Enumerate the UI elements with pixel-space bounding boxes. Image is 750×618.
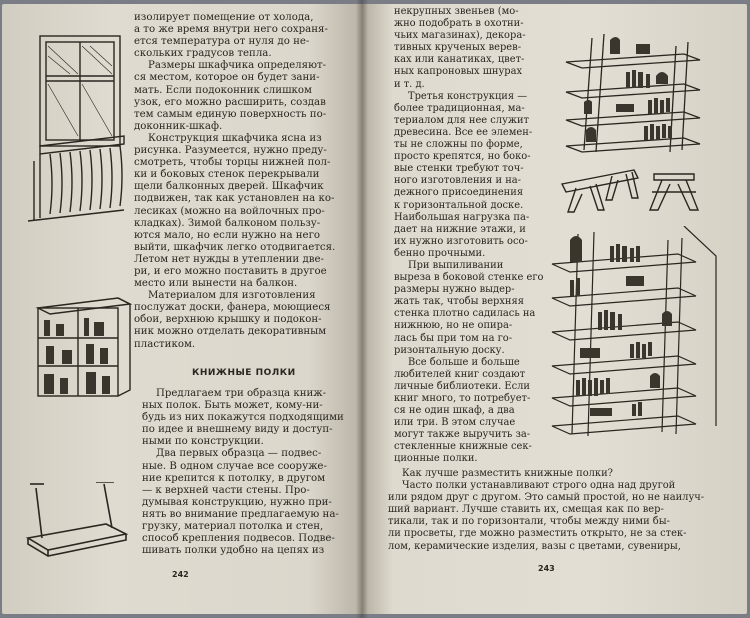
text-line: пластиком. — [134, 338, 196, 350]
text-line: ли просветы, где можно разместить открыто, не за стек- — [388, 528, 687, 540]
text-line: Размеры шкафчика определяют- — [148, 60, 327, 72]
text-line: тивных крученых верев- — [394, 42, 522, 54]
text-line: подвижен, так как установлен на ко- — [134, 193, 335, 205]
text-line: ных капроновых шнурах — [394, 66, 523, 78]
text-line: ные. В одном случае все сооруже- — [142, 460, 327, 472]
text-line: Предлагаем три образца книж- — [156, 388, 327, 399]
text-line: шивать полки удобно на цепях из — [142, 545, 325, 557]
text-line: ного изготовления и на- — [394, 175, 522, 187]
text-line: лом, керамические изделия, вазы с цветами, сувениры, — [388, 540, 681, 552]
text-line: любителей книг создают — [394, 368, 526, 380]
text-line: ты не сложны по форме, — [394, 139, 523, 151]
text-line: изолирует помещение от холода, — [134, 12, 314, 23]
text-line: послужат доски, фанера, моющиеся — [134, 302, 331, 314]
text-line: ционные полки. — [394, 453, 478, 465]
text-line: ся местом, которое он будет зани- — [134, 72, 320, 84]
text-line: выреза в боковой стенке его — [394, 272, 544, 284]
hanging-shelf-illustration — [24, 482, 134, 566]
text-line: ризонтальную доску. — [394, 344, 505, 356]
left-top-column — [134, 12, 339, 351]
text-line: ник можно отделать декоративным — [134, 326, 327, 338]
text-line: лесиках (можно на войлочных про- — [134, 205, 325, 217]
text-line: Часто полки устанавливают строго одна над другой — [402, 480, 676, 492]
text-line: думывая конструкцию, нужно при- — [142, 496, 332, 508]
text-line: способ крепления подвесов. Подве- — [142, 533, 335, 545]
text-line: Третья конструкция — — [408, 90, 528, 102]
text-line: Наибольшая нагрузка па- — [394, 211, 530, 223]
text-line: ках или канатиках, цвет- — [394, 54, 525, 66]
text-line: щели балконных дверей. Шкафчик — [134, 181, 324, 193]
text-line: рисунка. Разумеется, нужно преду- — [134, 145, 327, 157]
hanging-shelves-illustration — [564, 32, 704, 158]
text-line: жать так, чтобы верхняя — [394, 296, 524, 308]
text-line: чьих магазинах), декора- — [394, 30, 526, 42]
text-line: Материалом для изготовления — [148, 290, 316, 302]
text-line: дает на нижние этажи, и — [394, 223, 526, 235]
section-heading: КНИЖНЫЕ ПОЛКИ — [192, 368, 296, 378]
text-line: узок, его можно расширить, создав — [134, 96, 326, 108]
text-line: ки и боковых стенок перекрывали — [134, 169, 320, 181]
text-line: личные библиотеки. Если — [394, 380, 531, 392]
text-line: При выпиливании — [408, 259, 504, 271]
right-top-column — [394, 6, 572, 466]
text-line: дежного присоединения — [394, 187, 524, 199]
text-line: Два первых образца — подвес- — [156, 448, 322, 460]
text-line: кладках). Зимой балконом пользу- — [134, 217, 321, 229]
text-line: Как лучше разместить книжные полки? — [402, 468, 613, 479]
text-line: по идее и внешнему виду и доступ- — [142, 424, 333, 436]
text-line: их нужно изготовить осо- — [394, 235, 528, 247]
right-bottom-column — [388, 468, 733, 553]
text-line: тикали, так и по горизонтали, чтобы между ними бы- — [388, 516, 670, 528]
page-number: 242 — [172, 570, 189, 579]
text-line: вые стенки требуют точ- — [394, 163, 524, 175]
text-line: нижнюю, но не опира- — [394, 320, 513, 332]
balcony-window-cabinet-illustration — [20, 26, 130, 226]
text-line: ся не один шкаф, а два — [394, 405, 515, 417]
book-gutter — [356, 0, 368, 618]
text-line: Все больше и больше — [408, 356, 520, 368]
text-line: смотреть, чтобы торцы нижней пол- — [134, 157, 331, 169]
text-line: жно подобрать в охотни- — [394, 18, 524, 30]
text-line: — к верхней части стены. Про- — [142, 484, 310, 496]
text-line: а то же время внутри него сохраня- — [134, 24, 328, 36]
text-line: тем самым единую поверхность по- — [134, 108, 327, 120]
text-line: ние крепится к потолку, в другом — [142, 472, 326, 484]
text-line: обои, верхнюю крышку и подокон- — [134, 314, 322, 326]
tall-hanging-bookshelf-illustration — [550, 226, 718, 440]
text-line: лась бы при том на го- — [394, 332, 513, 344]
text-line: ри, и его можно поставить в другое — [134, 265, 327, 277]
glass-bookcase-illustration — [32, 294, 134, 402]
text-line: стенка плотно садилась на — [394, 308, 536, 320]
text-line: бенно прочными. — [394, 247, 486, 259]
text-line: просто крепятся, но боко- — [394, 151, 531, 163]
text-line: будь из них покажутся подходящими — [142, 412, 344, 424]
text-line: ных полок. Быть может, кому-ни- — [142, 400, 323, 412]
text-line: Летом нет нужды в утеплении две- — [134, 253, 324, 265]
text-line: размеры нужно выдер- — [394, 284, 515, 296]
right-page — [362, 4, 747, 614]
left-bottom-column — [142, 388, 347, 557]
text-line: или три. В этом случае — [394, 417, 516, 429]
text-line: доконник-шкаф. — [134, 120, 223, 132]
text-line: к горизонтальной доске. — [394, 199, 524, 211]
text-line: скольких градусов тепла. — [134, 48, 272, 60]
text-line: книг много, то потребует- — [394, 393, 531, 404]
text-line: древесина. Все ее элемен- — [394, 126, 533, 138]
text-line: Конструкция шкафчика ясна из — [148, 132, 322, 144]
text-line: нять во внимание предлагаемую на- — [142, 508, 339, 520]
text-line: более традиционная, ма- — [394, 102, 525, 114]
text-line: мать. Если подоконник слишком — [134, 84, 312, 96]
text-line: ется температура от нуля до не- — [134, 36, 310, 48]
text-line: ными по конструкции. — [142, 436, 264, 448]
text-line: некрупных звеньев (мо- — [394, 6, 519, 17]
text-line: место или вынести на балкон. — [134, 278, 298, 290]
page-number: 243 — [538, 564, 555, 573]
text-line: или рядом друг с другом. Это самый простой, но не наилуч- — [388, 492, 705, 504]
text-line: грузку, материал потолка и стен, — [142, 521, 324, 533]
text-line: могут также выручить за- — [394, 429, 531, 441]
text-line: териалом для нее служит — [394, 114, 530, 126]
left-page — [2, 4, 362, 614]
text-line: стекленные книжные сек- — [394, 441, 532, 453]
shelf-side-supports-illustration — [558, 160, 708, 216]
text-line: выйти, шкафчик легко отодвигается. — [134, 241, 336, 253]
text-line: ший вариант. Лучше ставить их, смещая как по вер- — [388, 504, 664, 516]
text-line: ются мало, но если нужно на него — [134, 229, 321, 241]
text-line: и т. д. — [394, 78, 425, 90]
